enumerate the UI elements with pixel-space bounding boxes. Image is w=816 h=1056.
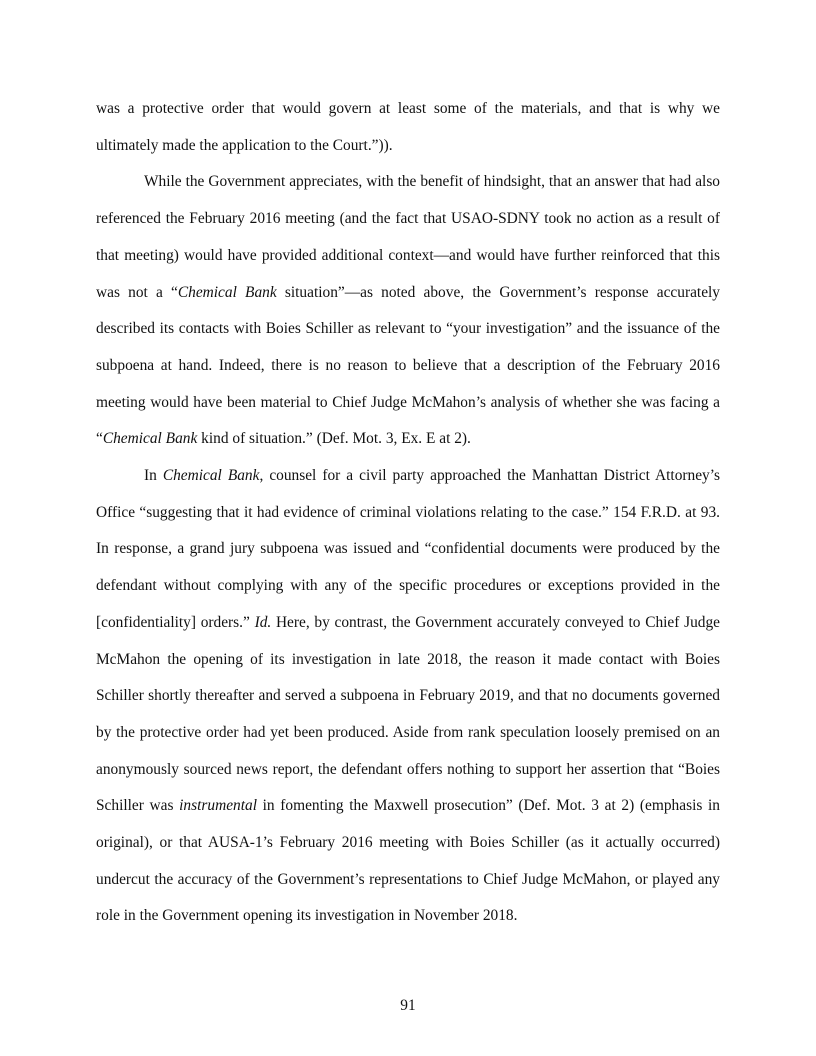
paragraph-3 <box>96 458 720 935</box>
paragraph-1 <box>96 91 720 164</box>
paragraph-2 <box>96 164 720 458</box>
case-name-italic: Chemical Bank <box>162 467 260 485</box>
paragraph-text: in fomenting the Maxwell prosecution” (Def. Mot. 3 at 2) (emphasis in original), or that AUSA-1’s February 2016 meeting with Boies Schiller (as it actually occurred) undercut the accuracy of the Government’s representations to Chief Judge McMahon, or played any role in the Government opening its investigation in November 2018. <box>96 797 720 925</box>
paragraph-text: situation”—as noted above, the Government’s response accurately described its contacts with Boies Schiller as relevant to “your investigation” and the issuance of the subpoena at hand. Indeed, there is no reason to believe that a description of the February 2016 meeting would have been material to Chief Judge McMahon’s analysis of whether she was facing a “ <box>96 283 720 448</box>
paragraph-text: , counsel for a civil party approached the Manhattan District Attorney’s Office “suggesting that it had evidence of criminal violations relating to the case.” 154 F.R.D. at 93. In response, a grand jury subpoena was issued and “confidential documents were produced by the defendant without complying with any of the specific procedures or exceptions provided in the [confidentiality] orders.” <box>96 467 720 631</box>
paragraph-text: Here, by contrast, the Government accurately conveyed to Chief Judge McMahon the opening of its investigation in late 2018, the reason it made contact with Boies Schiller shortly thereafter and served a subpoena in February 2019, and that no documents governed by the protective order had yet been produced. Aside from rank speculation loosely premised on an anonymously sourced news report, the defendant offers nothing to support her assertion that “Boies Schiller was <box>96 613 720 815</box>
paragraph-text: In <box>144 467 163 485</box>
page-number: 91 <box>400 997 416 1014</box>
paragraph-text: was a protective order that would govern at least some of the materials, and that is why we ultimately made the application to the Court.”)). <box>96 100 720 154</box>
paragraph-text: kind of situation.” (Def. Mot. 3, Ex. E at 2). <box>197 430 471 448</box>
emphasis-italic: instrumental <box>179 797 257 815</box>
paragraph-text: While the Government appreciates, with the benefit of hindsight, that an answer that had also referenced the February 2016 meeting (and the fact that USAO-SDNY took no action as a result of that meeting) would have provided additional context—and would have further reinforced that this was not a “ <box>96 173 720 301</box>
citation-italic: Id. <box>254 613 272 631</box>
document-body <box>96 91 720 935</box>
case-name-italic: Chemical Bank <box>177 283 277 301</box>
case-name-italic: Chemical Bank <box>102 430 198 448</box>
